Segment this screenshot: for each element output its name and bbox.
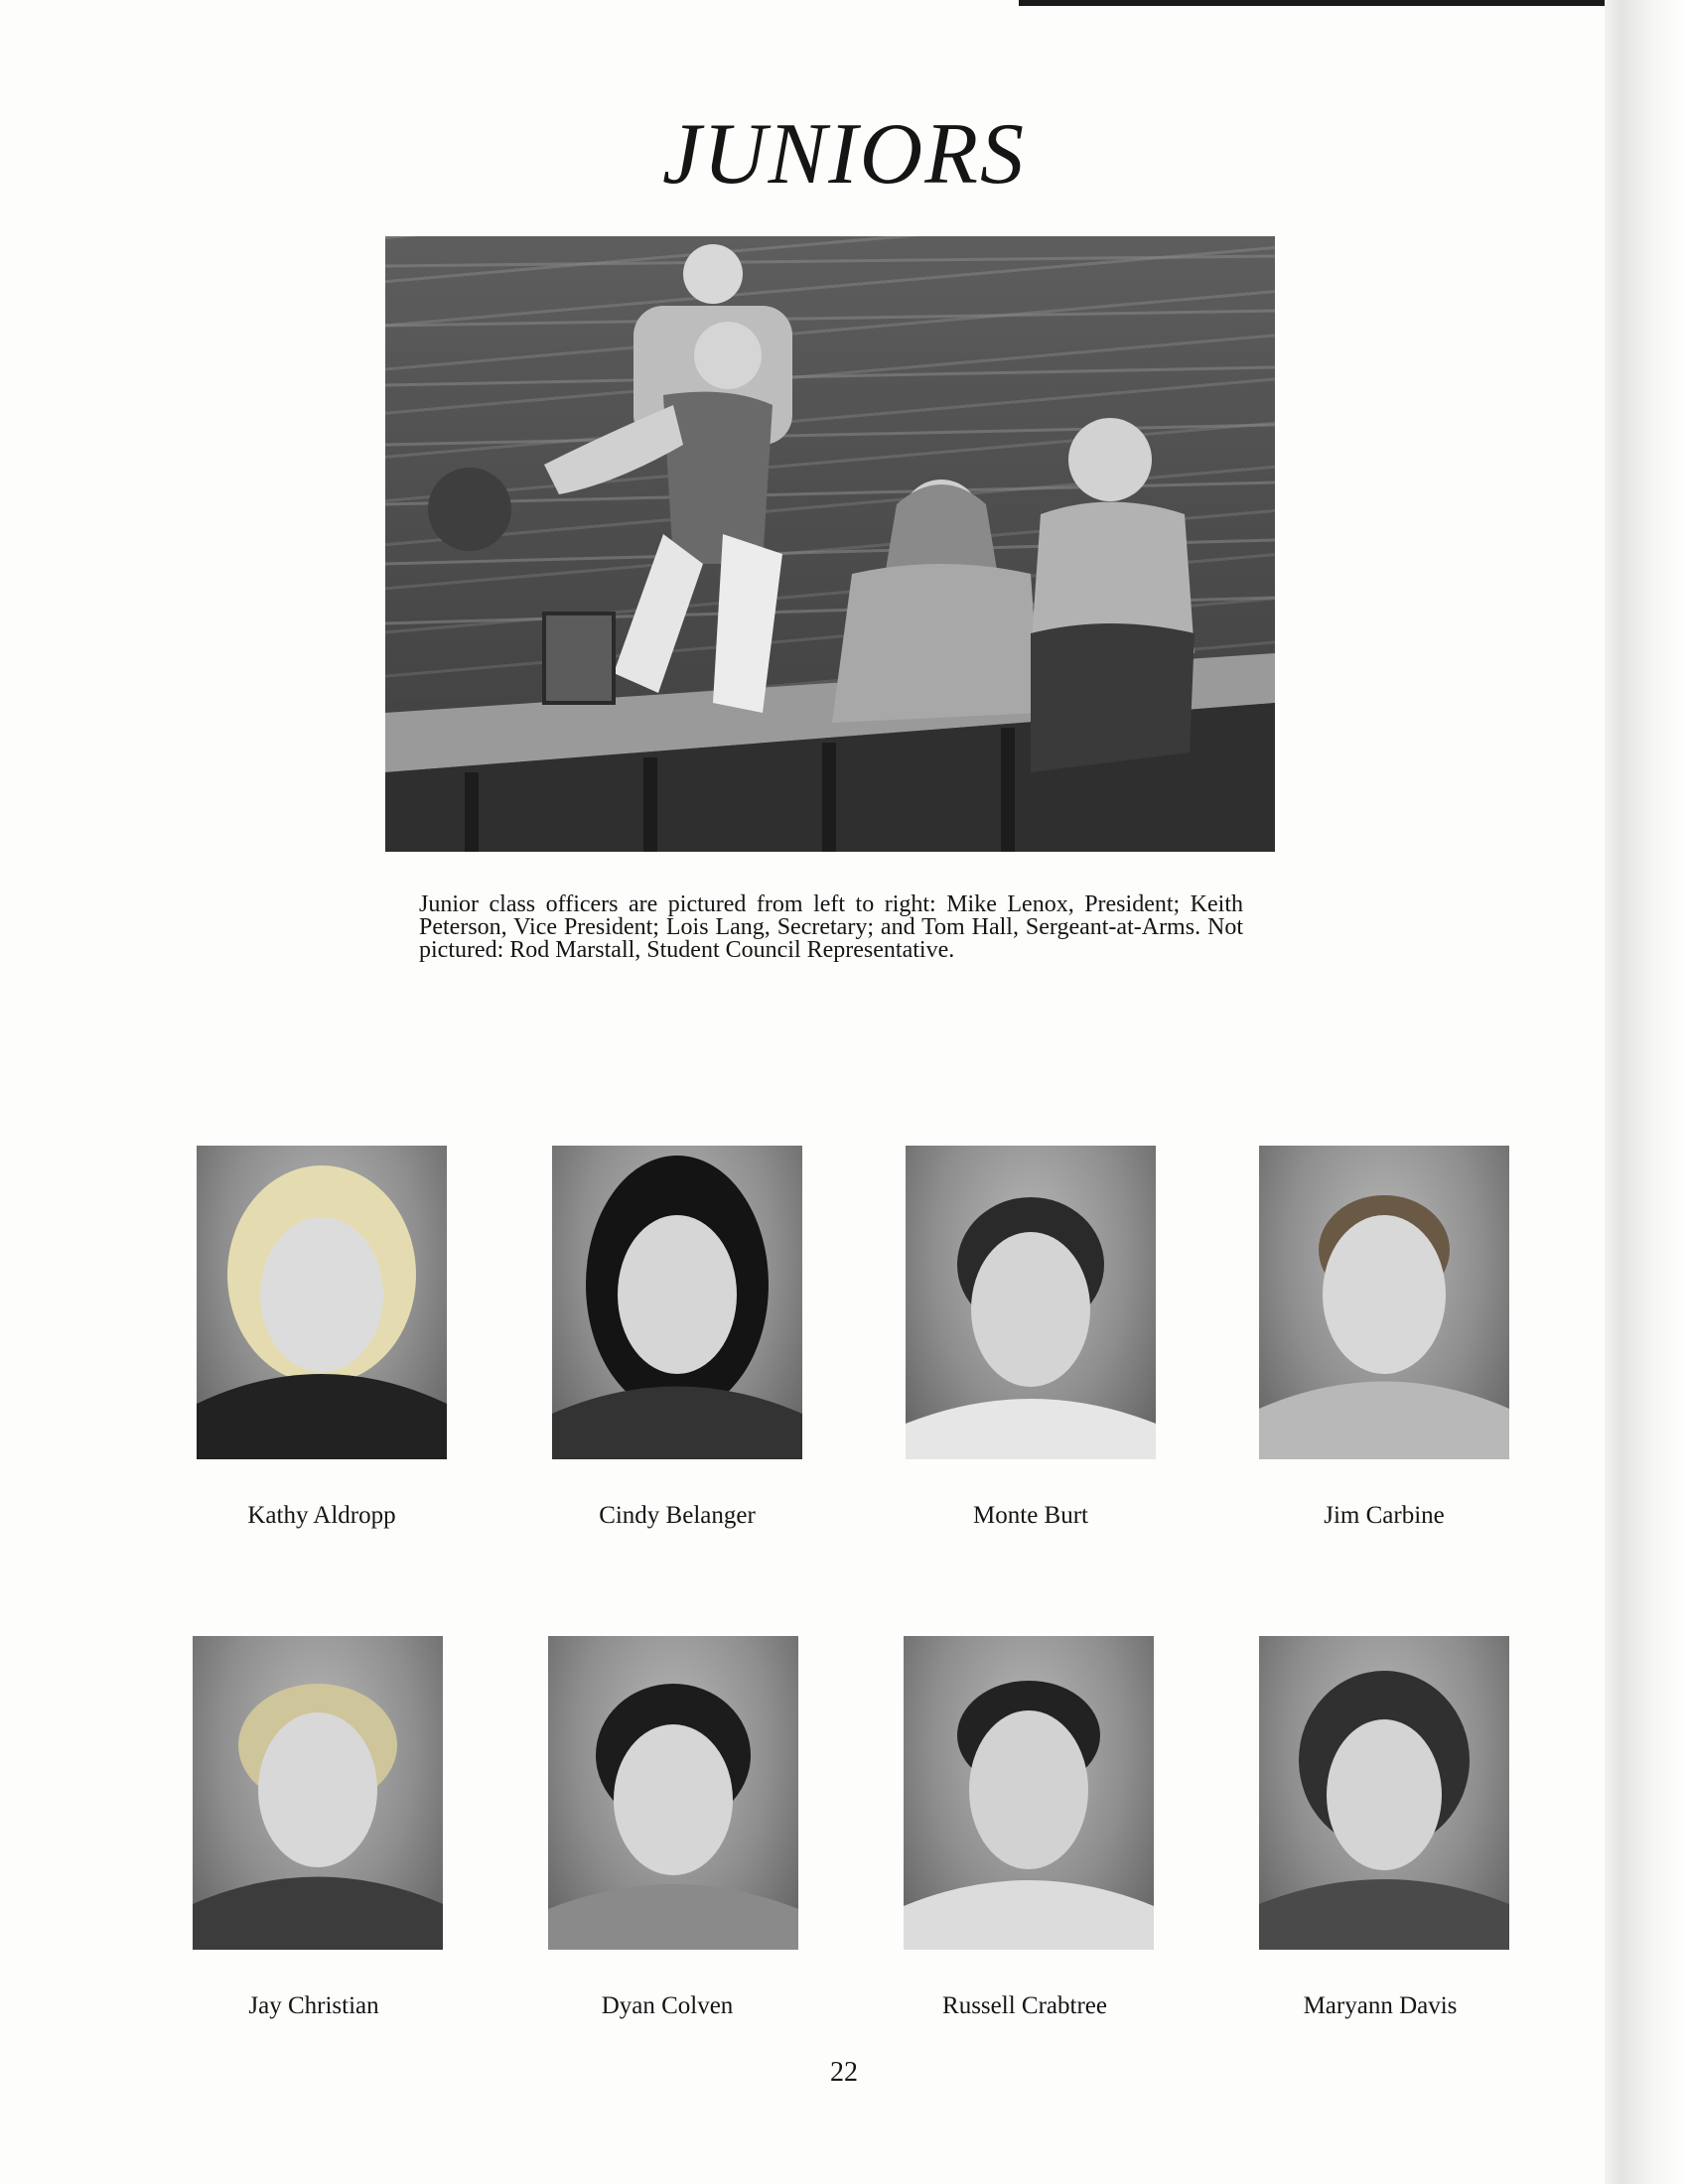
student-name: Maryann Davis <box>1303 1992 1458 2019</box>
portrait-photo <box>1259 1146 1509 1459</box>
student-name: Jay Christian <box>248 1992 379 2019</box>
student-name: Russell Crabtree <box>942 1992 1107 2019</box>
student-name: Cindy Belanger <box>599 1502 756 1529</box>
portrait-photo <box>1259 1636 1509 1950</box>
page-number: 22 <box>830 2057 858 2088</box>
student-name: Jim Carbine <box>1324 1502 1445 1529</box>
officers-caption: Junior class officers are pictured from left to right: Mike Lenox, President; Keith Peterson, Vice President; Lois Lang, Secretary; and Tom Hall, Sergeant-at-Arms. Not pictured: Rod Marstall, Student Council Representative. <box>419 891 1243 963</box>
student-name: Monte Burt <box>973 1502 1088 1529</box>
class-officers-photo <box>385 236 1275 852</box>
portrait-photo <box>904 1636 1154 1950</box>
portrait-photo <box>197 1146 447 1459</box>
portrait-photo <box>552 1146 802 1459</box>
portrait-photo <box>193 1636 443 1950</box>
portrait-photo <box>548 1636 798 1950</box>
portrait-photo <box>906 1146 1156 1459</box>
page-title: JUNIORS <box>662 106 1026 203</box>
student-name: Kathy Aldropp <box>247 1502 396 1529</box>
page-edge-shadow <box>1605 0 1688 2184</box>
student-name: Dyan Colven <box>601 1992 734 2019</box>
top-rule <box>1019 0 1615 6</box>
